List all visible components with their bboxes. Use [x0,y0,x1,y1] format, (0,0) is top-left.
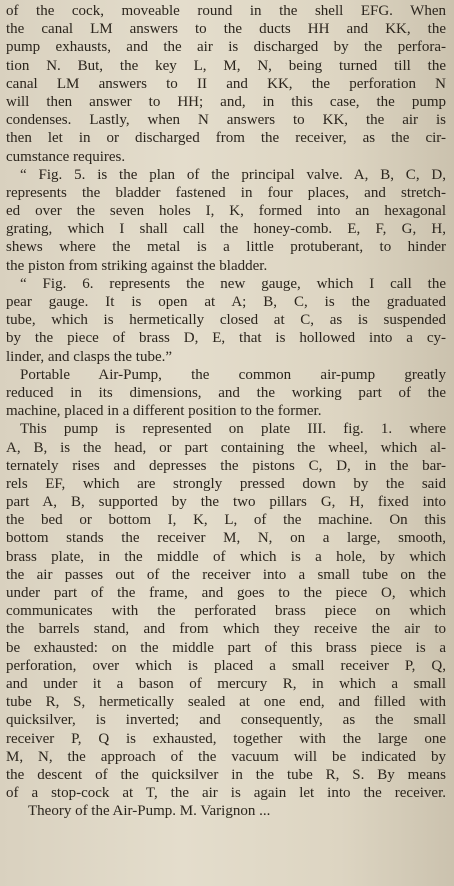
text-line: ternately rises and depresses the pistons C, D, in the bar- [6,457,446,474]
text-line: grating, which I shall call the honey-comb. E, F, G, H, [6,221,446,238]
text-line: and under it a bason of mercury R, in which a small [6,675,446,692]
text-line: by the piece of brass D, E, that is hollowed into a cy- [6,330,446,347]
text-line: pear gauge. It is open at A; B, C, is the graduated [6,294,446,310]
text-line: part A, B, supported by the two pillars G, H, fixed into [6,494,446,511]
text-line: linder, and clasps the tube.” [6,348,173,365]
text-line: M, N, the approach of the vacuum will be indicated by [6,748,446,765]
text-line: tube, which is hermetically closed at C, as is suspended [6,312,446,329]
text-line: the descent of the quicksilver in the tube R, S. By means [6,766,446,783]
text-line: under part of the frame, and goes to the piece O, which [6,585,446,601]
text-line: represents the bladder fastened in four places, and stretch- [6,184,446,201]
text-line: machine, placed in a different position to the former. [6,403,322,420]
text-line: shews where the metal is a little protuberant, to hinder [6,239,446,256]
text-line: cumstance requires. [6,148,126,165]
text-line: the canal LM answers to the ducts HH and KK, the [6,21,446,38]
text-line: of the cock, moveable round in the shell EFG. When [6,3,446,19]
text-line: reduced in its dimensions, and the working part of the [6,384,446,401]
text-line: will then answer to HH; and, in this case, the pump [6,93,446,110]
text-line: be exhausted: on the middle part of this brass piece is a [6,639,446,656]
text-line: condenses. Lastly, when N answers to KK, the air is [6,112,446,129]
text-line: rels EF, which are strongly pressed down by the said [6,475,446,492]
text-line: tion N. But, the key L, M, N, being turned till the [6,57,446,74]
text-line: the air passes out of the receiver into a small tube on the [6,566,446,583]
text-line: communicates with the perforated brass piece on which [6,603,446,620]
text-line: This pump is represented on plate III. fig. 1. where [20,421,446,438]
text-line: tube R, S, hermetically sealed at one end, and filled with [6,694,446,711]
text-line: Theory of the Air-Pump. M. Varignon ... [28,803,271,820]
text-line: “ Fig. 6. represents the new gauge, which I call the [20,275,446,292]
page-text [6,2,446,820]
text-line: then let in or discharged from the receiver, as the cir- [6,130,446,147]
text-line: brass plate, in the middle of which is a hole, by which [6,548,446,565]
text-line: the bed or bottom I, K, L, of the machine. On this [6,512,446,529]
text-line: canal LM answers to II and KK, the perforation N [6,75,446,92]
text-line: bottom stands the receiver M, N, on a large, smooth, [6,530,446,547]
text-line: of a stop-cock at T, the air is again let into the receiver. [6,785,446,802]
text-line: pump exhausts, and the air is discharged by the perfora- [6,39,446,56]
text-line: the piston from striking against the bladder. [6,257,268,274]
text-line: Portable Air-Pump, the common air-pump greatly [20,366,446,383]
text-line: perforation, over which is placed a small receiver P, Q, [6,657,446,674]
text-line: the barrels stand, and from which they receive the air to [6,621,446,638]
text-line: receiver P, Q is exhausted, together with the large one [6,730,446,747]
text-line: ed over the seven holes I, K, formed into an hexagonal [6,203,446,220]
text-line: “ Fig. 5. is the plan of the principal valve. A, B, C, D, [20,166,446,183]
text-line: A, B, is the head, or part containing the wheel, which al- [6,439,446,456]
text-line: quicksilver, is inverted; and consequently, as the small [6,712,446,729]
